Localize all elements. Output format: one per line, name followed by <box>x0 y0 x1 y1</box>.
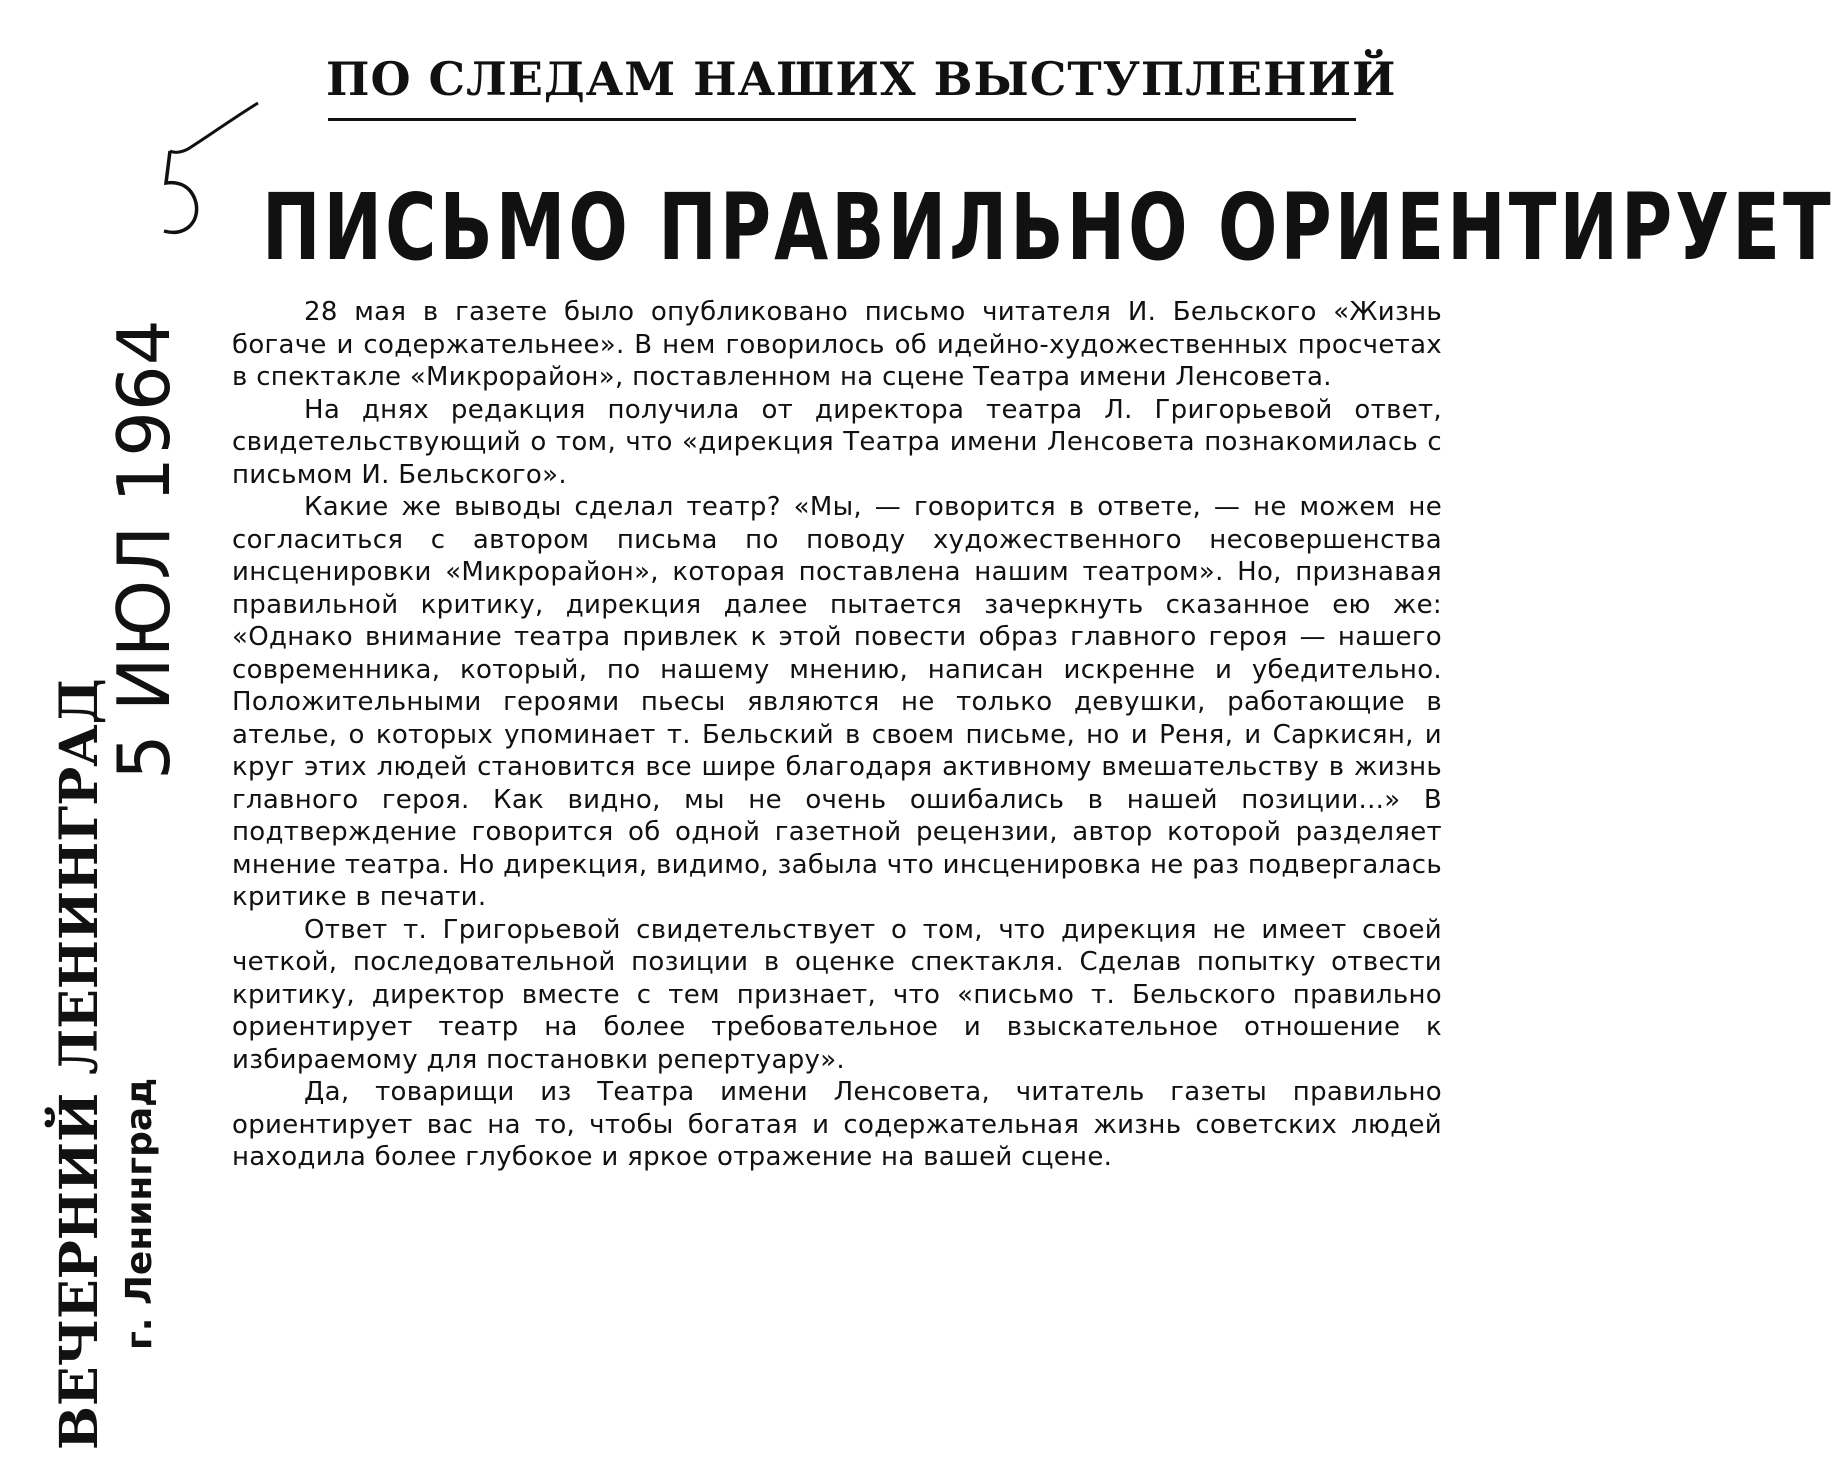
rubric-underline <box>328 118 1356 121</box>
article-body <box>232 296 1442 1174</box>
clipping-date-stamp: 5 ИЮЛ 1964 <box>102 319 186 780</box>
paragraph: Да, товарищи из Театра имени Ленсовета, читатель газеты правильно ориентирует вас на то, чтобы богатая и содержательная жизнь советских людей находила более глубокое и яркое отражение на вашей сцене. <box>232 1077 1442 1172</box>
city-stamp: г. Ленинград <box>119 1077 160 1350</box>
rubric-heading: ПО СЛЕДАМ НАШИХ ВЫСТУПЛЕНИЙ <box>326 52 1397 106</box>
paragraph: Какие же выводы сделал театр? «Мы, — говорится в ответе, — не можем не согласиться с автором письма по поводу художественного несовершенства инсценировки «Микрорайон», которая поставлена нашим театром». Но, признавая правильной критику, дирекция далее пытается зачеркнуть сказанное ею же: «Однако внимание театра привлек к этой повести образ главного героя — нашего современника, который, по нашему мнению, написан искренне и убедительно. Положительными героями пьесы являются не только девушки, работающие в ателье, о которых упоминает т. Бельский в своем письме, но и Реня, и Саркисян, и круг этих людей становится все шире благодаря активному вмешательству в жизнь главного героя. Как видно, мы не очень ошибались в нашей позиции...» В подтверждение говорится об одной газетной рецензии, автор которой разделяет мнение театра. Но дирекция, видимо, забыла что инсценировка не раз подвергалась критике в печати. <box>232 492 1442 912</box>
paragraph: На днях редакция получила от директора театра Л. Григорьевой ответ, свидетельствующий о том, что «дирекция Театра имени Ленсовета познакомилась с письмом И. Бельского». <box>232 394 1442 490</box>
paragraph: Ответ т. Григорьевой свидетельствует о том, что дирекция не имеет своей четкой, последовательной позиции в оценке спектакля. Сделав попытку отвести критику, директор вместе с тем признает, что «письмо т. Бельского правильно ориентирует театр на более требовательное и взыскательное отношение к избираемому для постановки репертуару». <box>232 914 1442 1075</box>
handwritten-mark-icon <box>140 95 270 255</box>
paragraph: 28 мая в газете было опубликовано письмо читателя И. Бельского «Жизнь богаче и содержательнее». В нем говорилось об идейно-художественных просчетах в спектакле «Микрорайон», поставленном на сцене Театра имени Ленсовета. <box>232 297 1442 392</box>
newspaper-name-stamp: ВЕЧЕРНИЙ ЛЕНИНГРАД <box>49 678 110 1450</box>
article-headline: ПИСЬМО ПРАВИЛЬНО ОРИЕНТИРУЕТ <box>262 174 1834 281</box>
